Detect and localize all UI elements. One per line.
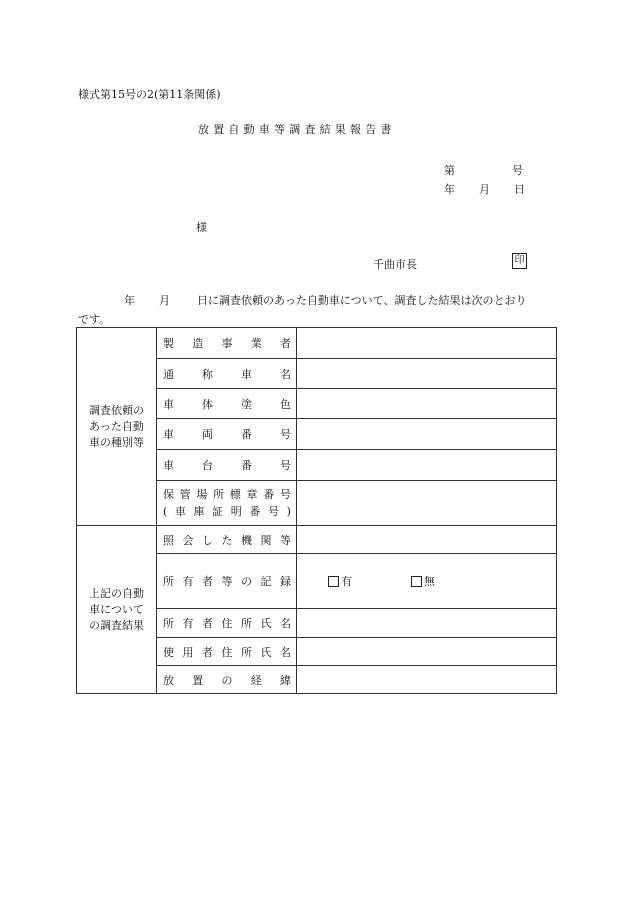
- seal-mark: 印: [512, 253, 527, 269]
- doc-number-suffix: 号: [512, 164, 523, 177]
- body-year: 年: [124, 294, 135, 307]
- issuer-name: 千曲市長: [373, 258, 417, 271]
- value-owner-address[interactable]: [297, 609, 557, 638]
- value-body-color[interactable]: [297, 389, 557, 419]
- value-abandonment-history[interactable]: [297, 666, 557, 694]
- row-label-abandonment-history: 放 置 の 経 緯: [157, 666, 297, 694]
- value-manufacturer[interactable]: [297, 328, 557, 359]
- value-user-address[interactable]: [297, 638, 557, 666]
- body-line-2: です。: [78, 313, 111, 326]
- section1-title: 調査依頼の あった自動 車の種別等: [77, 328, 157, 526]
- addressee-honorific: 様: [196, 221, 207, 234]
- value-storage-sticker[interactable]: [297, 481, 557, 526]
- row-label-inquired-agency: 照 会 し た 機 関 等: [157, 526, 297, 554]
- section2-title: 上記の自動 車について の調査結果: [77, 526, 157, 694]
- value-owner-record: [297, 554, 557, 609]
- doc-number-label: 第: [444, 164, 455, 177]
- checkbox-no-label: 無: [424, 575, 435, 588]
- date-year-label: 年: [444, 183, 455, 196]
- body-text: 日に調査依頼のあった自動車について、調査した結果は次のとおり: [197, 294, 527, 307]
- document-title: 放置自動車等調査結果報告書: [198, 123, 396, 136]
- value-vehicle-number[interactable]: [297, 419, 557, 450]
- row-label-vehicle-number: 車 両 番 号: [157, 419, 297, 450]
- row-label-owner-address: 所 有 者 住 所 氏 名: [157, 609, 297, 638]
- checkbox-yes-box[interactable]: [328, 576, 339, 587]
- checkbox-yes[interactable]: [328, 573, 352, 589]
- checkbox-yes-label: 有: [341, 575, 352, 588]
- value-chassis-number[interactable]: [297, 450, 557, 481]
- date-day-label: 日: [514, 183, 525, 196]
- checkbox-no-box[interactable]: [411, 576, 422, 587]
- row-label-model-name: 通 称 車 名: [157, 359, 297, 389]
- form-number: 様式第15号の2(第11条関係): [78, 88, 221, 101]
- body-line-1: [0, 292, 630, 306]
- checkbox-no[interactable]: [411, 573, 435, 589]
- body-month: 月: [159, 294, 170, 307]
- row-label-owner-record: 所 有 者 等 の 記 録: [157, 554, 297, 609]
- survey-table: [76, 327, 557, 694]
- value-inquired-agency[interactable]: [297, 526, 557, 554]
- row-label-body-color: 車 体 塗 色: [157, 389, 297, 419]
- value-model-name[interactable]: [297, 359, 557, 389]
- row-label-manufacturer: 製 造 事 業 者: [157, 328, 297, 359]
- row-label-user-address: 使 用 者 住 所 氏 名: [157, 638, 297, 666]
- row-label-chassis-number: 車 台 番 号: [157, 450, 297, 481]
- date-month-label: 月: [479, 183, 490, 196]
- row-label-storage-sticker: 保 管 場 所 標 章 番 号 ( 車 庫 証 明 番 号 ): [157, 481, 297, 526]
